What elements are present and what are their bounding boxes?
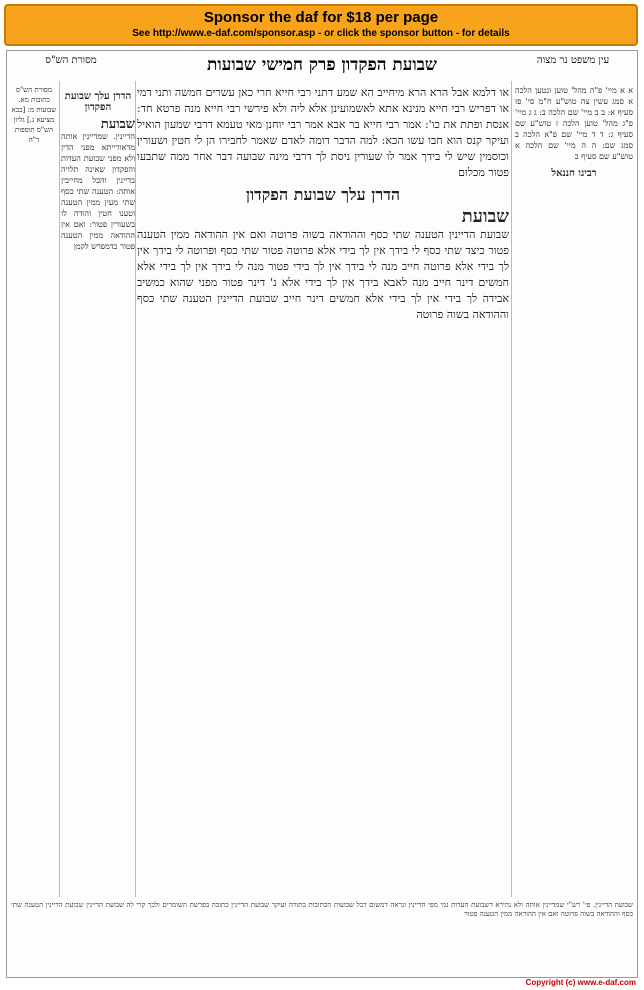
header-ein-mishpat: עין משפט נר מצוה	[536, 55, 610, 66]
rashi-text: הדיינין. שמדיינין אותה מדאורייתא מפני הדין ולא מפני שבועת העדות והפקדון שאינה תלויה בדיינין והכל מחייבין אותה: הטענה שתי כסף שתי מעין ממין הטענה וטענו חטין והודה לו בשעורין פטור: ואם אין ההודאה ממין הטענה פטור כדמפרש לקמן	[61, 132, 135, 251]
chapter-end-heading: הדרן עלך שבועת הפקדון	[245, 185, 401, 204]
gemara-column	[137, 85, 509, 897]
page-header	[7, 53, 637, 81]
gemara-text-a: או דלמא אבל הרא הרא מיחייב הא שמע דתני רבי חייא חרי כאן עשרים חמשה ותני דמי או דפריש רבי חייא מנינא אתא לאשמועינן אלא ליה ולא פירשי רבי חייא מנה פרטא חד: אנסת ופתת את כו': אמר רבי חייא בר אבא אמר רבי יוחנן מאי טעמא דרבי שמעון הואיל ועיקר קנס הוא חבו עשו הכא: למה הדבר דומה לאדם שאמר לחבירו הן לי חטין ושעורין וכוסמין שיש לי בידך אמר לו שעורין ניסת לך דרבי מינה שבועה דבר אחר ממה שתבעו פטור מכלום	[137, 86, 509, 179]
talmud-page	[6, 50, 638, 978]
rashi-column	[61, 85, 135, 935]
ein-mishpat-text: א א מיי' פ"ה מהל' טוען ונטען הלכה א סמג עשין צה טוש"ע ח"מ סי' פז סעיף א: ב ב מיי' שם הלכה ב: ג ג מיי' פ"ג מהל' טוען הלכה ז טוש"ע שם סעיף ג: ד ד מיי' שם פ"א הלכה ב סמג שם: ה ה מיי' שם הלכה א טוש"ע שם סעיף ב	[515, 86, 633, 161]
copyright-notice: Copyright (c) www.e-daf.com	[525, 978, 636, 987]
mishnah-text-b: שבועת הדיינין הטענה שתי כסף וההודאה בשוה פרוטה ואם אין ההודאה ממין הטענה פטור כיצד שתי כסף לי בידך אין לך בידי אלא פרוטה פטור שתי כסף ופרוטה לי בידך אין לך בידי אלא פרוטה חייב מנה לי בידך אין לך בידי פטור מנה לי בידך אין לך בידי אלא חמשים דינר חייב מנה לאבא בידך אין לך בידי אלא נ' דינר פטור מפני שהוא כמשיב אבידה לך בידי אין לך בידי אלא חמשים דינר חייב שבועת הדיינין הטענה שתי כסף וההודאה בשוה פרוטה	[137, 228, 509, 321]
sponsor-title[interactable]: Sponsor the daf for $18 per page	[203, 9, 439, 26]
header-mesoret: מסורת הש"ס	[45, 55, 97, 66]
tosafot-text: שבועת הדיינין. פי' רש"י שמדיינין אותה ולא נהירא דשבועת העדות נמי מפי הדיינין ונראה דמשום דכל שבועות הכתובות בתורה ועיקר שבועת הדיינין כתובה בפרשת השומרים ולכך קרי לה שבועת הדיינין שבועת הדיינין הטענה שתי כסף וההודאה בשוה פרוטה ואם אין ההודאה ממין הטענה פטור	[11, 901, 633, 918]
tosafot-bottom	[11, 901, 633, 971]
mesoret-column	[9, 85, 59, 935]
rashi-opening-word: שבועת	[100, 117, 135, 132]
rabbeinu-chananel-heading: רבינו חננאל	[551, 168, 597, 179]
ein-mishpat-column	[515, 85, 633, 935]
page-title: שבועת הפקדון פרק חמישי שבועות	[207, 55, 437, 75]
rashi-heading: הדרן עלך שבועת הפקדון	[64, 91, 132, 113]
mishnah-opening-word: שבועת	[461, 206, 509, 227]
column-divider	[59, 81, 60, 897]
sponsor-banner[interactable]	[4, 4, 638, 46]
sponsor-subtitle[interactable]: See http://www.e-daf.com/sponsor.asp - or click the sponsor button - for details	[132, 28, 510, 39]
column-divider	[511, 81, 512, 897]
mesoret-text: מסורת הש"ס כתובות מא. שבועות מ: [בבא מציעא ג.] גליון הש"ס תוספות ד"ה	[11, 86, 57, 144]
column-divider	[135, 81, 136, 897]
